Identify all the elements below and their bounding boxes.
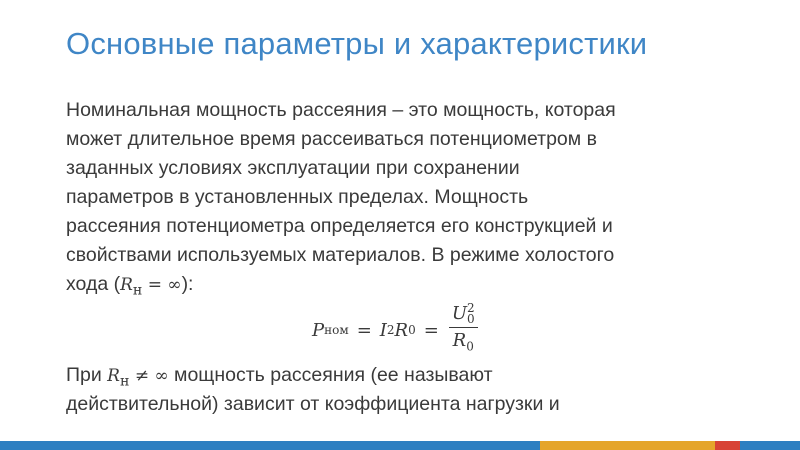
idle-mode-prefix: хода ( bbox=[66, 273, 121, 295]
math-var: R bbox=[107, 366, 120, 386]
formula-lhs-var: P bbox=[312, 319, 325, 341]
paragraph-line: рассеяния потенциометра определяется его конструкцией и bbox=[66, 215, 613, 237]
math-var: R bbox=[120, 275, 133, 295]
footer-bar-blue-segment bbox=[0, 441, 540, 450]
paragraph-line-clipped: действительной) зависит от коэффициента нагрузки и bbox=[66, 393, 560, 415]
denominator-var: R bbox=[452, 329, 467, 351]
math-rest: = ∞ bbox=[142, 275, 182, 295]
footer-color-bar bbox=[0, 441, 800, 450]
numerator-sup: 2 bbox=[467, 300, 475, 315]
inline-math-r-load-infinite bbox=[120, 275, 182, 299]
slide-title: Основные параметры и характеристики bbox=[66, 26, 648, 61]
formula-resistance-sub: 0 bbox=[408, 322, 416, 337]
fraction-numerator bbox=[449, 300, 478, 328]
formula-equals: = bbox=[356, 319, 372, 341]
fraction-denominator bbox=[450, 328, 477, 358]
numerator-var: U bbox=[451, 302, 468, 324]
power-formula bbox=[312, 301, 478, 359]
math-rest: ≠ ∞ bbox=[129, 366, 169, 386]
formula-current-var: I bbox=[379, 319, 387, 341]
formula-lhs-sub: ном bbox=[324, 322, 349, 337]
footer-bar-blue-end-segment bbox=[740, 441, 800, 450]
paragraph-line: Номинальная мощность рассеяния – это мощность, которая bbox=[66, 99, 616, 121]
idle-mode-line bbox=[66, 270, 766, 299]
load-mode-prefix: При bbox=[66, 364, 108, 386]
load-mode-suffix: мощность рассеяния (ее называют bbox=[168, 364, 493, 386]
formula-row bbox=[66, 299, 766, 361]
formula-current-sup: 2 bbox=[386, 322, 395, 337]
slide-body-text bbox=[66, 96, 766, 415]
inline-math-r-load-finite bbox=[107, 366, 169, 390]
math-sub: н bbox=[119, 373, 130, 390]
paragraph-line: параметров в установленных пределах. Мощность bbox=[66, 186, 529, 208]
formula-fraction bbox=[449, 300, 478, 358]
footer-bar-orange-segment bbox=[540, 441, 715, 450]
denominator-sub: 0 bbox=[466, 339, 474, 354]
idle-mode-suffix: ): bbox=[181, 273, 194, 295]
paragraph-line: может длительное время рассеиваться потенциометром в bbox=[66, 128, 597, 150]
formula-resistance-var: R bbox=[394, 319, 409, 341]
load-mode-line bbox=[66, 361, 766, 390]
paragraph-line: заданных условиях эксплуатации при сохранении bbox=[66, 157, 520, 179]
math-sub: н bbox=[132, 282, 143, 299]
formula-equals: = bbox=[423, 319, 439, 341]
footer-bar-red-segment bbox=[715, 441, 740, 450]
paragraph-line: свойствами используемых материалов. В режиме холостого bbox=[66, 244, 615, 266]
numerator-sub: 0 bbox=[467, 311, 475, 326]
